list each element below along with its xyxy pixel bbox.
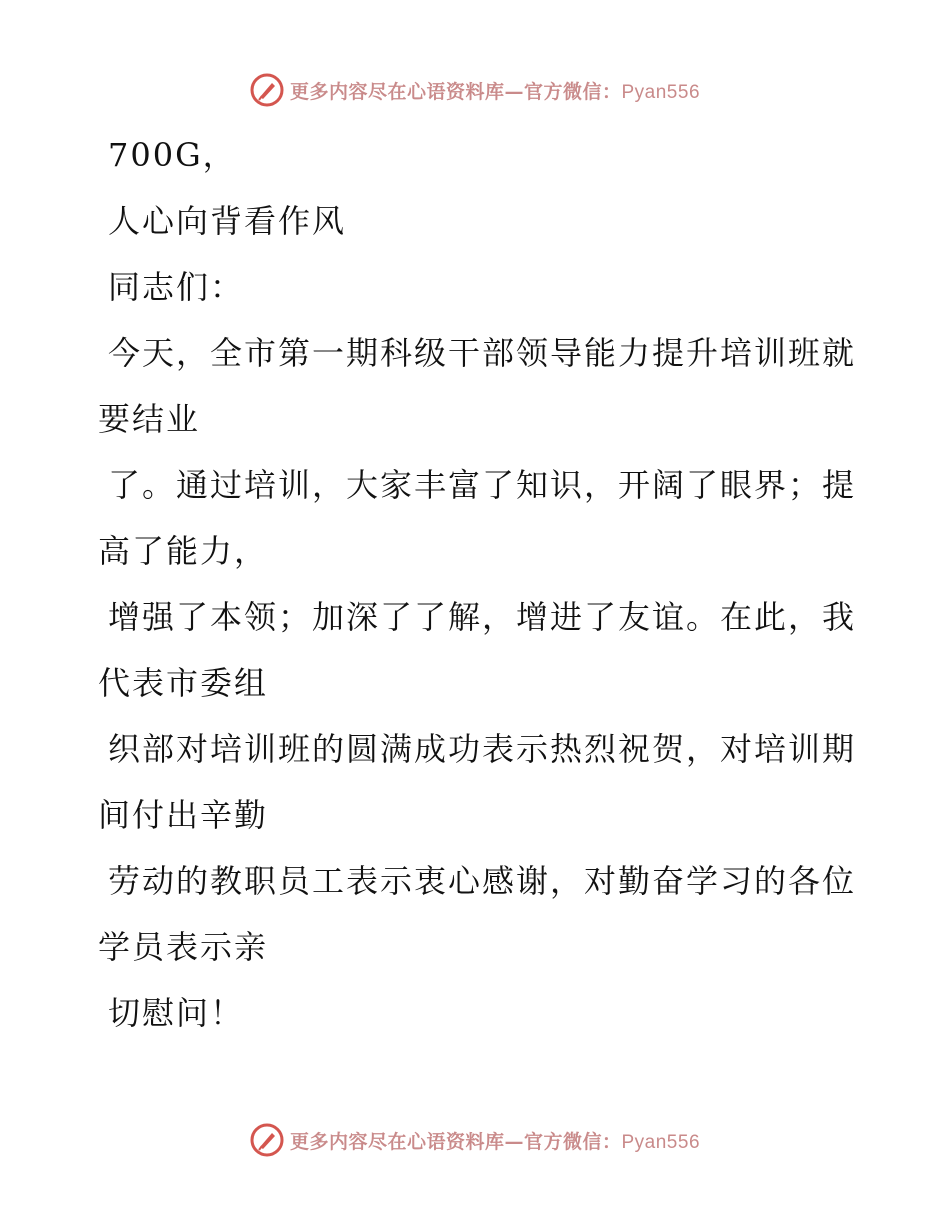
greeting: 同志们：	[108, 268, 245, 306]
footer-banner-inner	[250, 1123, 700, 1157]
line-1: 700G，	[108, 136, 237, 174]
footer-banner	[0, 1120, 950, 1160]
quill-logo-icon	[250, 73, 284, 107]
footer-banner-main: 更多内容尽在心语资料库	[289, 1130, 505, 1153]
header-banner	[0, 70, 950, 110]
paragraph-line: 织部对培训班的圆满成功表示热烈祝贺，对培训期间付出辛勤	[98, 730, 857, 834]
paragraph-line: 了。通过培训，大家丰富了知识，开阔了眼界；提高了能力，	[98, 466, 857, 570]
paragraph-line: 劳动的教职员工表示衷心感谢，对勤奋学习的各位学员表示亲	[98, 862, 857, 966]
paragraph-line: 切慰问！	[108, 994, 245, 1032]
header-wechat-id: Pyan556	[621, 81, 701, 103]
title: 人心向背看作风	[108, 202, 347, 240]
header-banner-main: 更多内容尽在心语资料库	[289, 80, 505, 103]
header-banner-dash: —	[504, 80, 524, 103]
footer-wechat-id: Pyan556	[621, 1131, 701, 1153]
document-body	[98, 122, 858, 1046]
header-banner-inner	[250, 73, 700, 107]
quill-logo-icon	[250, 1123, 284, 1157]
footer-banner-dash: —	[504, 1130, 524, 1153]
header-banner-sub: 官方微信：	[523, 80, 622, 103]
paragraph-line: 今天，全市第一期科级干部领导能力提升培训班就要结业	[98, 334, 857, 438]
paragraph-line: 增强了本领；加深了了解，增进了友谊。在此，我代表市委组	[98, 598, 857, 702]
header-banner-text	[290, 77, 700, 104]
footer-banner-sub: 官方微信：	[523, 1130, 622, 1153]
footer-banner-text	[290, 1127, 700, 1154]
